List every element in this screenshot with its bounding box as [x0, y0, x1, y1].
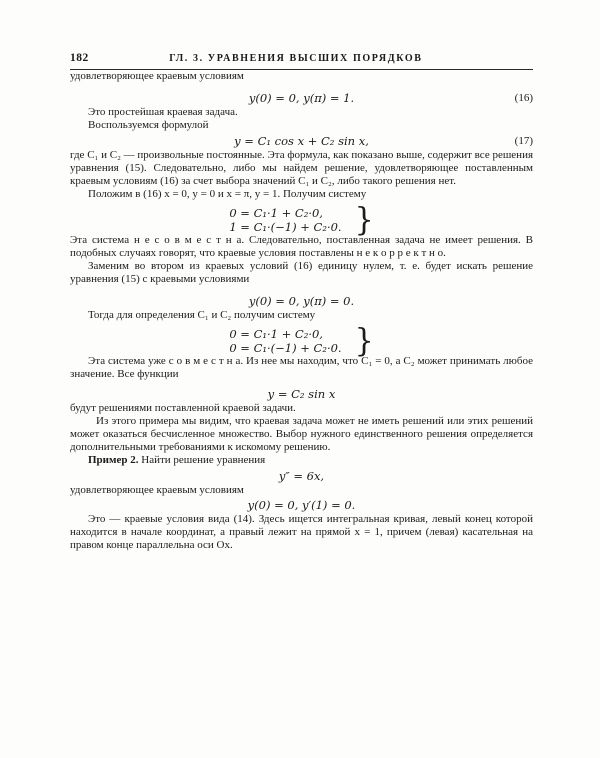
system-1-line-2: 1 = C₁·(−1) + C₂·0.: [229, 219, 342, 234]
equation-general-solution: [70, 388, 533, 402]
equation-17-number: (17): [514, 135, 533, 147]
page-number: 182: [70, 52, 89, 64]
equation-boundary-conditions-2: [70, 499, 533, 513]
paragraph-determine-constants: Тогда для определения C₁ и C₂ получим систему: [88, 309, 316, 321]
paragraph-satisfying-conditions: удовлетворяющее краевым условиям: [70, 484, 244, 496]
equation-zero-conditions-formula: y(0) = 0, y(π) = 0.: [248, 294, 355, 308]
equation-17: [70, 135, 533, 149]
right-brace-glyph: }: [354, 202, 374, 239]
system-2-line-2: 0 = C₁·(−1) + C₂·0.: [229, 340, 342, 355]
right-brace-glyph: }: [354, 323, 374, 360]
paragraph-replace-condition: Заменим во втором из краевых условий (16) единицу нулем, т. е. будет искать решение уравнения (15) с краевыми условиями: [70, 260, 533, 285]
system-1-equations: [229, 207, 341, 234]
paragraph-solutions-of-problem: будут решениями поставленной краевой задачи.: [70, 402, 296, 414]
paragraph-compatible-system: Эта система уже с о в м е с т н а. Из нее мы находим, что C₁ = 0, а C₂ может принимать любое значение. Все функции: [70, 355, 533, 380]
equation-general-solution-formula: y = C₂ sin x: [267, 387, 336, 401]
running-header: [70, 52, 533, 70]
system-2-line-1: 0 = C₁·1 + C₂·0,: [229, 327, 323, 341]
equation-16-formula: y(0) = 0, y(π) = 1.: [248, 91, 355, 105]
equation-6x-formula: y″ = 6x,: [278, 469, 325, 483]
equation-17-formula: y = C₁ cos x + C₂ sin x,: [234, 134, 369, 148]
paragraph-use-formula: Воспользуемся формулой: [88, 119, 209, 131]
equation-boundary-conditions-2-formula: y(0) = 0, y′(1) = 0.: [247, 498, 356, 512]
paragraph-example-2: [70, 454, 533, 467]
equation-6x: [70, 470, 533, 484]
equation-16: [70, 92, 533, 106]
example-2-label: Пример 2.: [88, 454, 139, 466]
chapter-title: ГЛ. 3. УРАВНЕНИЯ ВЫСШИХ ПОРЯДКОВ: [169, 53, 423, 64]
paragraph-final-remark: Это — краевые условия вида (14). Здесь ищется интегральная кривая, левый конец которой находится в начале координат, а правый лежит на прямой x = 1, причем (левая) касательная на правом конце параллельна оси Ox.: [70, 513, 533, 551]
system-2-equations: [229, 328, 341, 355]
paragraph-substitute-values: Положим в (16) x = 0, y = 0 и x = π, y = 1. Получим систему: [88, 188, 367, 200]
paragraph-incompatible-system: Эта система н е с о в м е с т н а. Следовательно, поставленная задача не имеет решения. В подобных случаях говорят, что краевые условия поставлены н е к о р р е к т н о.: [70, 234, 533, 259]
paragraph-simplest-problem: Это простейшая краевая задача.: [88, 106, 238, 118]
equation-system-1: [70, 202, 533, 239]
paragraph-arbitrary-constants: где C₁ и C₂ — произвольные постоянные. Эта формула, как показано выше, содержит все решения уравнения (15). Следовательно, либо мы найдем решение, удовлетворяющее поставленным краевым условиям (16) за счет выбора значений C₁ и C₂, либо такого решения нет.: [70, 149, 534, 187]
equation-zero-conditions: [70, 295, 533, 309]
equation-system-2: [70, 323, 533, 360]
equation-16-number: (16): [514, 92, 533, 104]
paragraph-boundary-intro: удовлетворяющее краевым условиям: [70, 70, 244, 82]
system-1-line-1: 0 = C₁·1 + C₂·0,: [229, 206, 323, 220]
example-2-text: Найти решение уравнения: [138, 454, 266, 466]
paragraph-conclusion: Из этого примера мы видим, что краевая задача может не иметь решений или этих решений может оказаться бесчисленное множество. Выбор нужного единственного решения определяется дополнительными требованиями к искомому решению.: [70, 415, 533, 453]
